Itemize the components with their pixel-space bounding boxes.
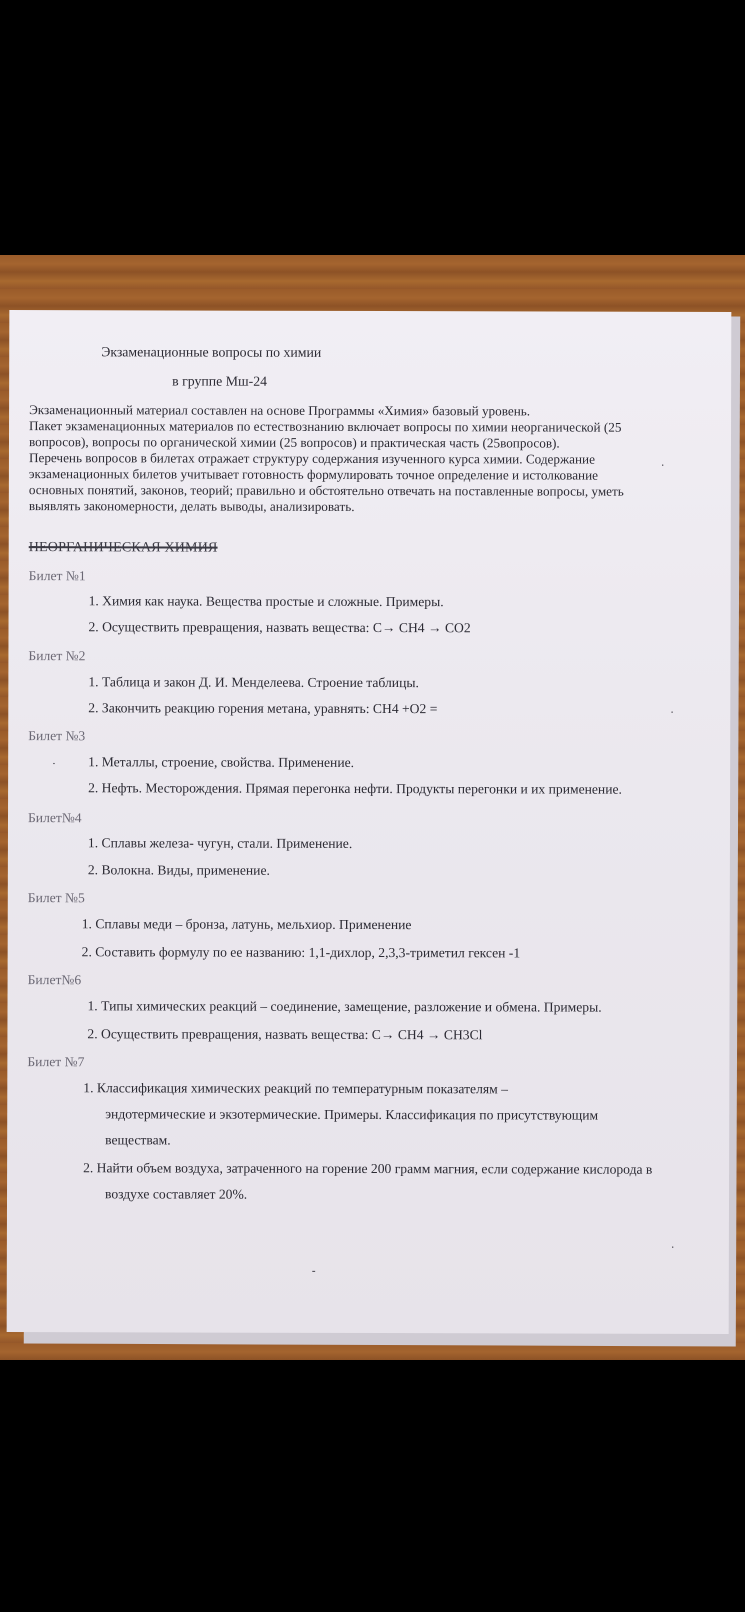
photo-background [0,255,745,1360]
intro-line: Перечень вопросов в билетах отражает структуру содержания изученного курса химии. Содержание [28,450,595,467]
question: 1. Типы химических реакций – соединение, замещение, разложение и обмена. Примеры. [87,998,602,1015]
paper-speck: · [660,459,665,472]
paper-speck: · [670,706,674,719]
intro-line: вопросов), вопросы по органической химии (25 вопросов) и практическая часть (25вопросов). [28,434,560,451]
paper-speck: - [311,1264,316,1277]
intro-line: Экзаменационный материал составлен на основе Программы «Химия» базовый уровень. [29,402,531,419]
ticket-label: Билет №5 [27,890,85,906]
ticket-label: Билет№6 [27,972,82,988]
question: 2. Осуществить превращения, назвать вещества: C→ CH4 → CH3Cl [87,1026,483,1043]
intro-line: экзаменационных билетов учитывает готовность формулировать точное определение и истолкование [28,466,599,483]
question: 2. Найти объем воздуха, затраченного на горение 200 грамм магния, если содержание кислорода в [83,1160,653,1177]
paper-speck: · [670,1241,675,1254]
question: 1. Таблица и закон Д. И. Менделеева. Строение таблицы. [88,674,419,691]
question-continuation: эндотермические и экзотермические. Примеры. Классификация по присутствующим [105,1106,599,1123]
question: 2. Осуществить превращения, назвать вещества: C→ CH4 → CO2 [88,619,471,636]
question: 2. Волокна. Виды, применение. [87,862,270,878]
ticket-label: Билет №7 [27,1054,85,1070]
document-title: Экзаменационные вопросы по химии [101,344,322,360]
ticket-label: Билет №2 [28,648,86,664]
group-line: в группе Мш-24 [172,373,268,389]
section-heading: НЕОРГАНИЧЕСКАЯ ХИМИЯ [28,540,218,556]
question-continuation: воздухе составляет 20%. [105,1186,248,1202]
ticket-label: Билет №3 [28,728,86,744]
ticket-label: Билет №1 [28,568,86,584]
question: 1. Классификация химических реакций по температурным показателям – [83,1080,508,1097]
intro-line: выявлять закономерности, делать выводы, анализировать. [28,498,355,514]
question-continuation: веществам. [105,1132,171,1148]
question: 2. Нефть. Месторождения. Прямая перегонка нефти. Продукты перегонки и их применение. [88,780,622,797]
paper-speck: · [52,758,56,771]
ticket-label: Билет№4 [27,810,82,826]
question: 2. Закончить реакцию горения метана, уравнять: CH4 +O2 = [88,700,438,717]
intro-line: Пакет экзаменационных материалов по естествознанию включает вопросы по химии неорганической (25 [29,418,622,435]
exam-sheet [7,310,732,1334]
question: 1. Металлы, строение, свойства. Применение. [88,754,355,770]
intro-line: основных понятий, законов, теорий; правильно и обстоятельно отвечать на поставленные вопросы, уметь [28,482,624,499]
question: 1. Сплавы меди – бронза, латунь, мельхиор. Применение [81,916,412,933]
question: 1. Сплавы железа- чугун, стали. Применение. [87,835,353,851]
question: 2. Составить формулу по ее названию: 1,1-дихлор, 2,3,3-триметил гексен -1 [81,944,521,961]
question: 1. Химия как наука. Вещества простые и сложные. Примеры. [88,593,444,610]
